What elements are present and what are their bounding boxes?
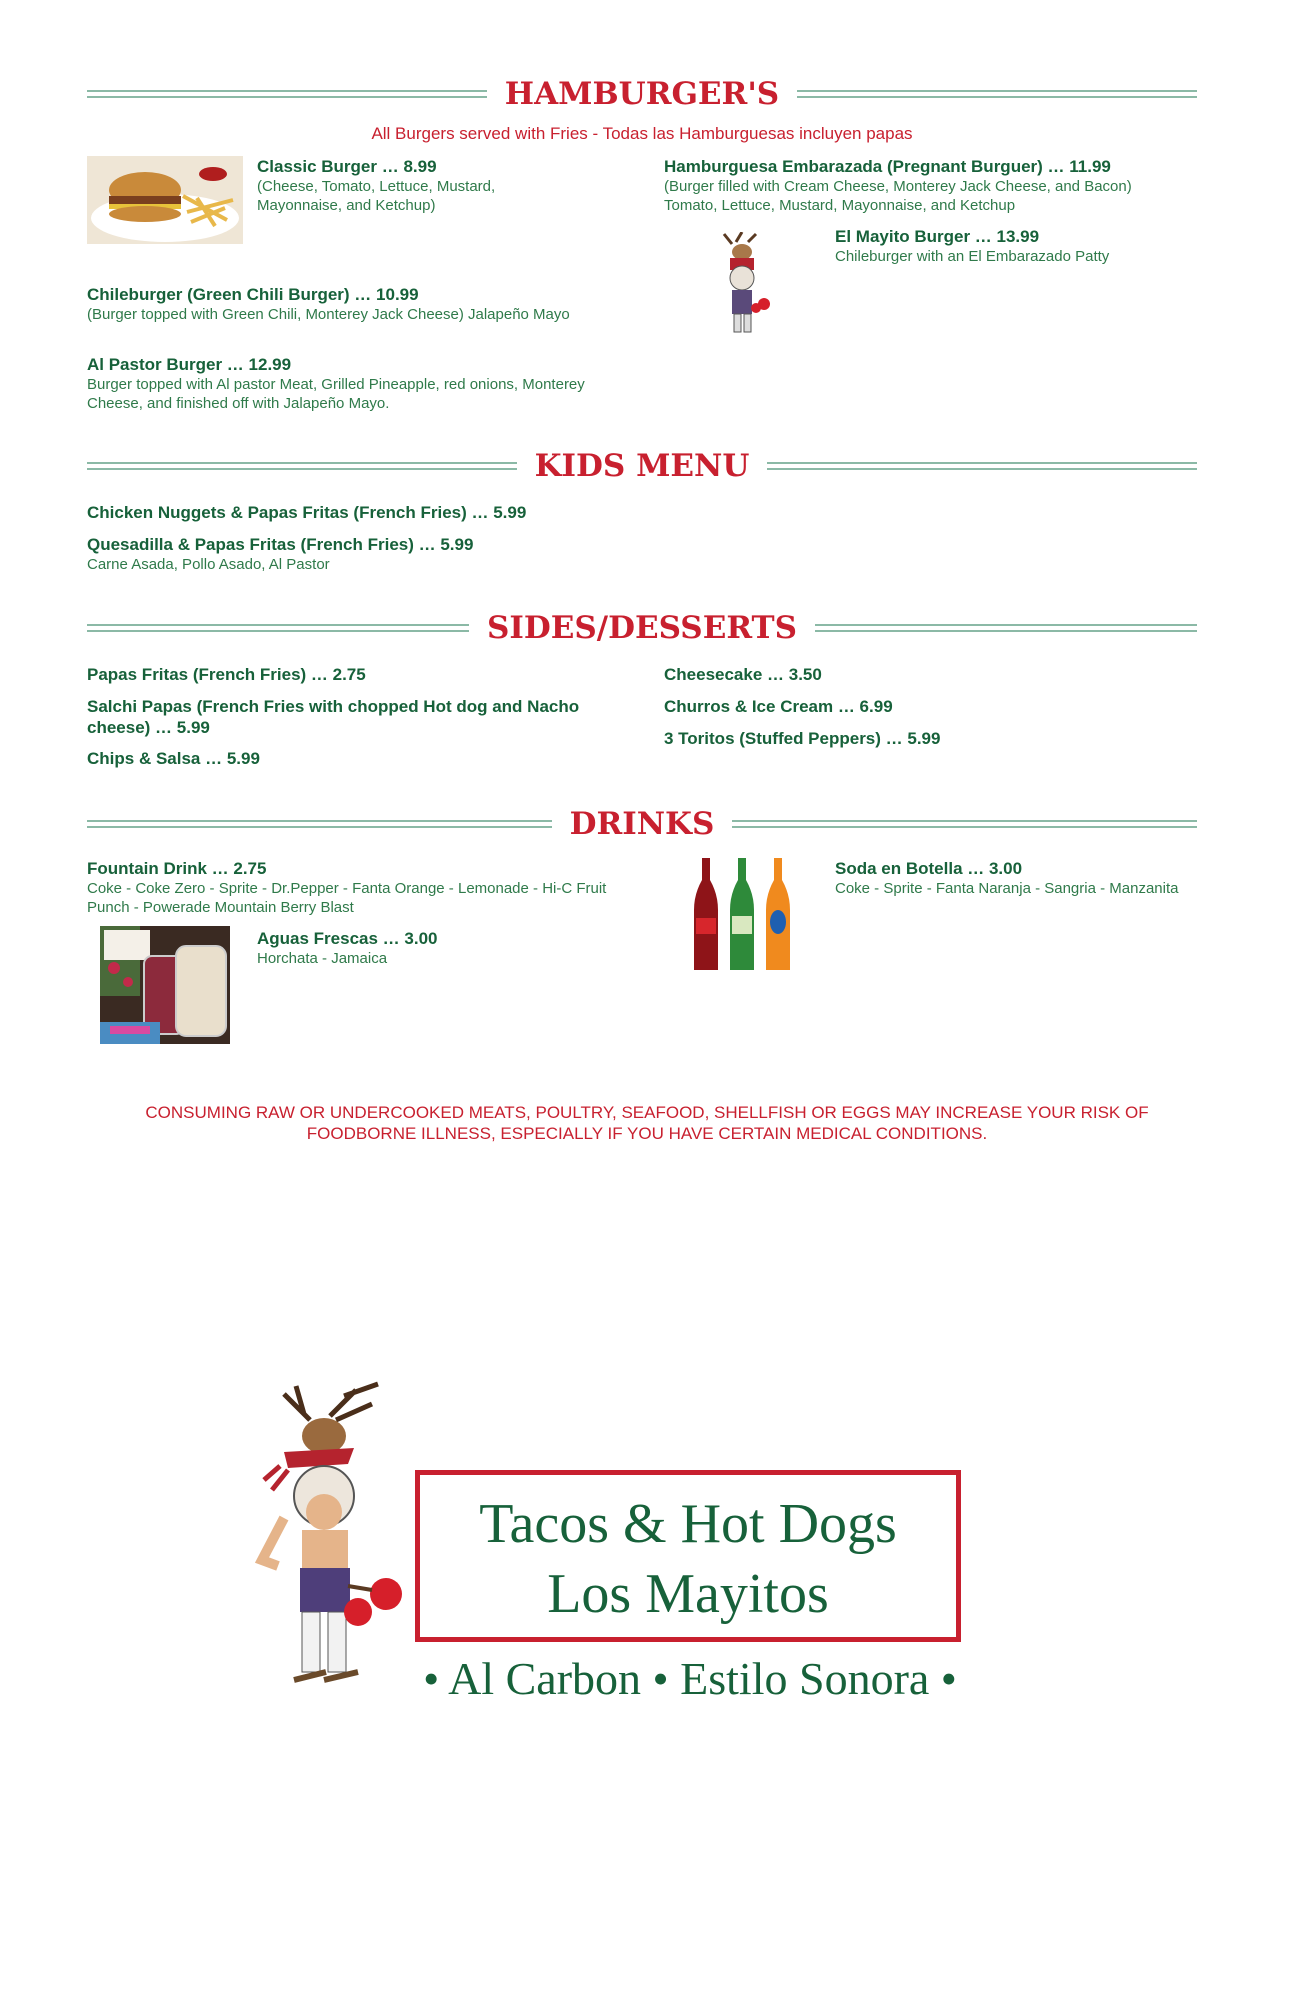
soda-botella: Soda en Botella … 3.00 Coke - Sprite - Fanta Naranja - Sangria - Manzanita (835, 859, 1179, 897)
hamburgers-note: All Burgers served with Fries - Todas las Hamburguesas incluyen papas (371, 124, 913, 143)
side-salchi: Salchi Papas (French Fries with chopped Hot dog and Nacho cheese) … 5.99 (87, 697, 580, 737)
classic-burger: Classic Burger … 8.99 (Cheese, Tomato, Lettuce, Mustard, Mayonnaise, and Ketchup) (257, 157, 496, 214)
kids-title: KIDS MENU (87, 448, 1197, 484)
hamburgers-title: HAMBURGER'S (87, 76, 1197, 112)
sides-header (87, 610, 1197, 650)
logo-line-1: Tacos & Hot Dogs (479, 1493, 897, 1555)
soda-bottles-photo (690, 856, 798, 976)
alpastor-burger: Al Pastor Burger … 12.99 Burger topped with Al pastor Meat, Grilled Pineapple, red onions, Monterey Cheese, and finished off with Jalapeño Mayo. (87, 355, 585, 412)
logo-tagline: • Al Carbon • Estilo Sonora • (423, 1653, 957, 1704)
sides-title: SIDES/DESSERTS (87, 610, 1197, 646)
dessert-cheesecake: Cheesecake … 3.50 (664, 665, 822, 684)
drinks-title: DRINKS (87, 806, 1197, 842)
mayito-mascot-small (712, 232, 776, 340)
food-safety-warning: CONSUMING RAW OR UNDERCOOKED MEATS, POULTRY, SEAFOOD, SHELLFISH OR EGGS MAY INCREASE YOUR RISK OF FOODBORNE ILLNESS, ESPECIALLY IF YOU HAVE CERTAIN MEDICAL CONDITIONS. (145, 1103, 1149, 1143)
mayito-mascot-logo (244, 1380, 420, 1700)
logo-line-2: Los Mayitos (547, 1563, 829, 1625)
drinks-header (87, 806, 1197, 846)
fountain-drink: Fountain Drink … 2.75 Coke - Coke Zero - Sprite - Dr.Pepper - Fanta Orange - Lemonade - Hi-C Fruit Punch - Powerade Mountain Berry Blast (87, 859, 607, 916)
embarazada-burger: Hamburguesa Embarazada (Pregnant Burguer) … 11.99 (Burger filled with Cream Cheese, Monterey Jack Cheese, and Bacon) Tomato, Lettuce, Mustard, Mayonnaise, and Ketchup (664, 157, 1132, 214)
hamburgers-header (87, 76, 1197, 116)
side-toritos: 3 Toritos (Stuffed Peppers) … 5.99 (664, 729, 941, 748)
burger-photo (87, 156, 243, 244)
aguas-frescas-photo (100, 926, 230, 1044)
dessert-churros: Churros & Ice Cream … 6.99 (664, 697, 893, 716)
chileburger: Chileburger (Green Chili Burger) … 10.99 (Burger topped with Green Chili, Monterey Jack Cheese) Jalapeño Mayo (87, 285, 570, 323)
aguas-frescas: Aguas Frescas … 3.00 Horchata - Jamaica (257, 929, 438, 967)
logo-box (415, 1470, 961, 1642)
kids-quesadilla: Quesadilla & Papas Fritas (French Fries) … 5.99 Carne Asada, Pollo Asado, Al Pastor (87, 535, 474, 573)
kids-nuggets: Chicken Nuggets & Papas Fritas (French Fries) … 5.99 (87, 503, 527, 522)
side-papas: Papas Fritas (French Fries) … 2.75 (87, 665, 366, 684)
side-chips: Chips & Salsa … 5.99 (87, 749, 260, 768)
mayito-burger: El Mayito Burger … 13.99 Chileburger with an El Embarazado Patty (835, 227, 1110, 265)
kids-header (87, 448, 1197, 488)
